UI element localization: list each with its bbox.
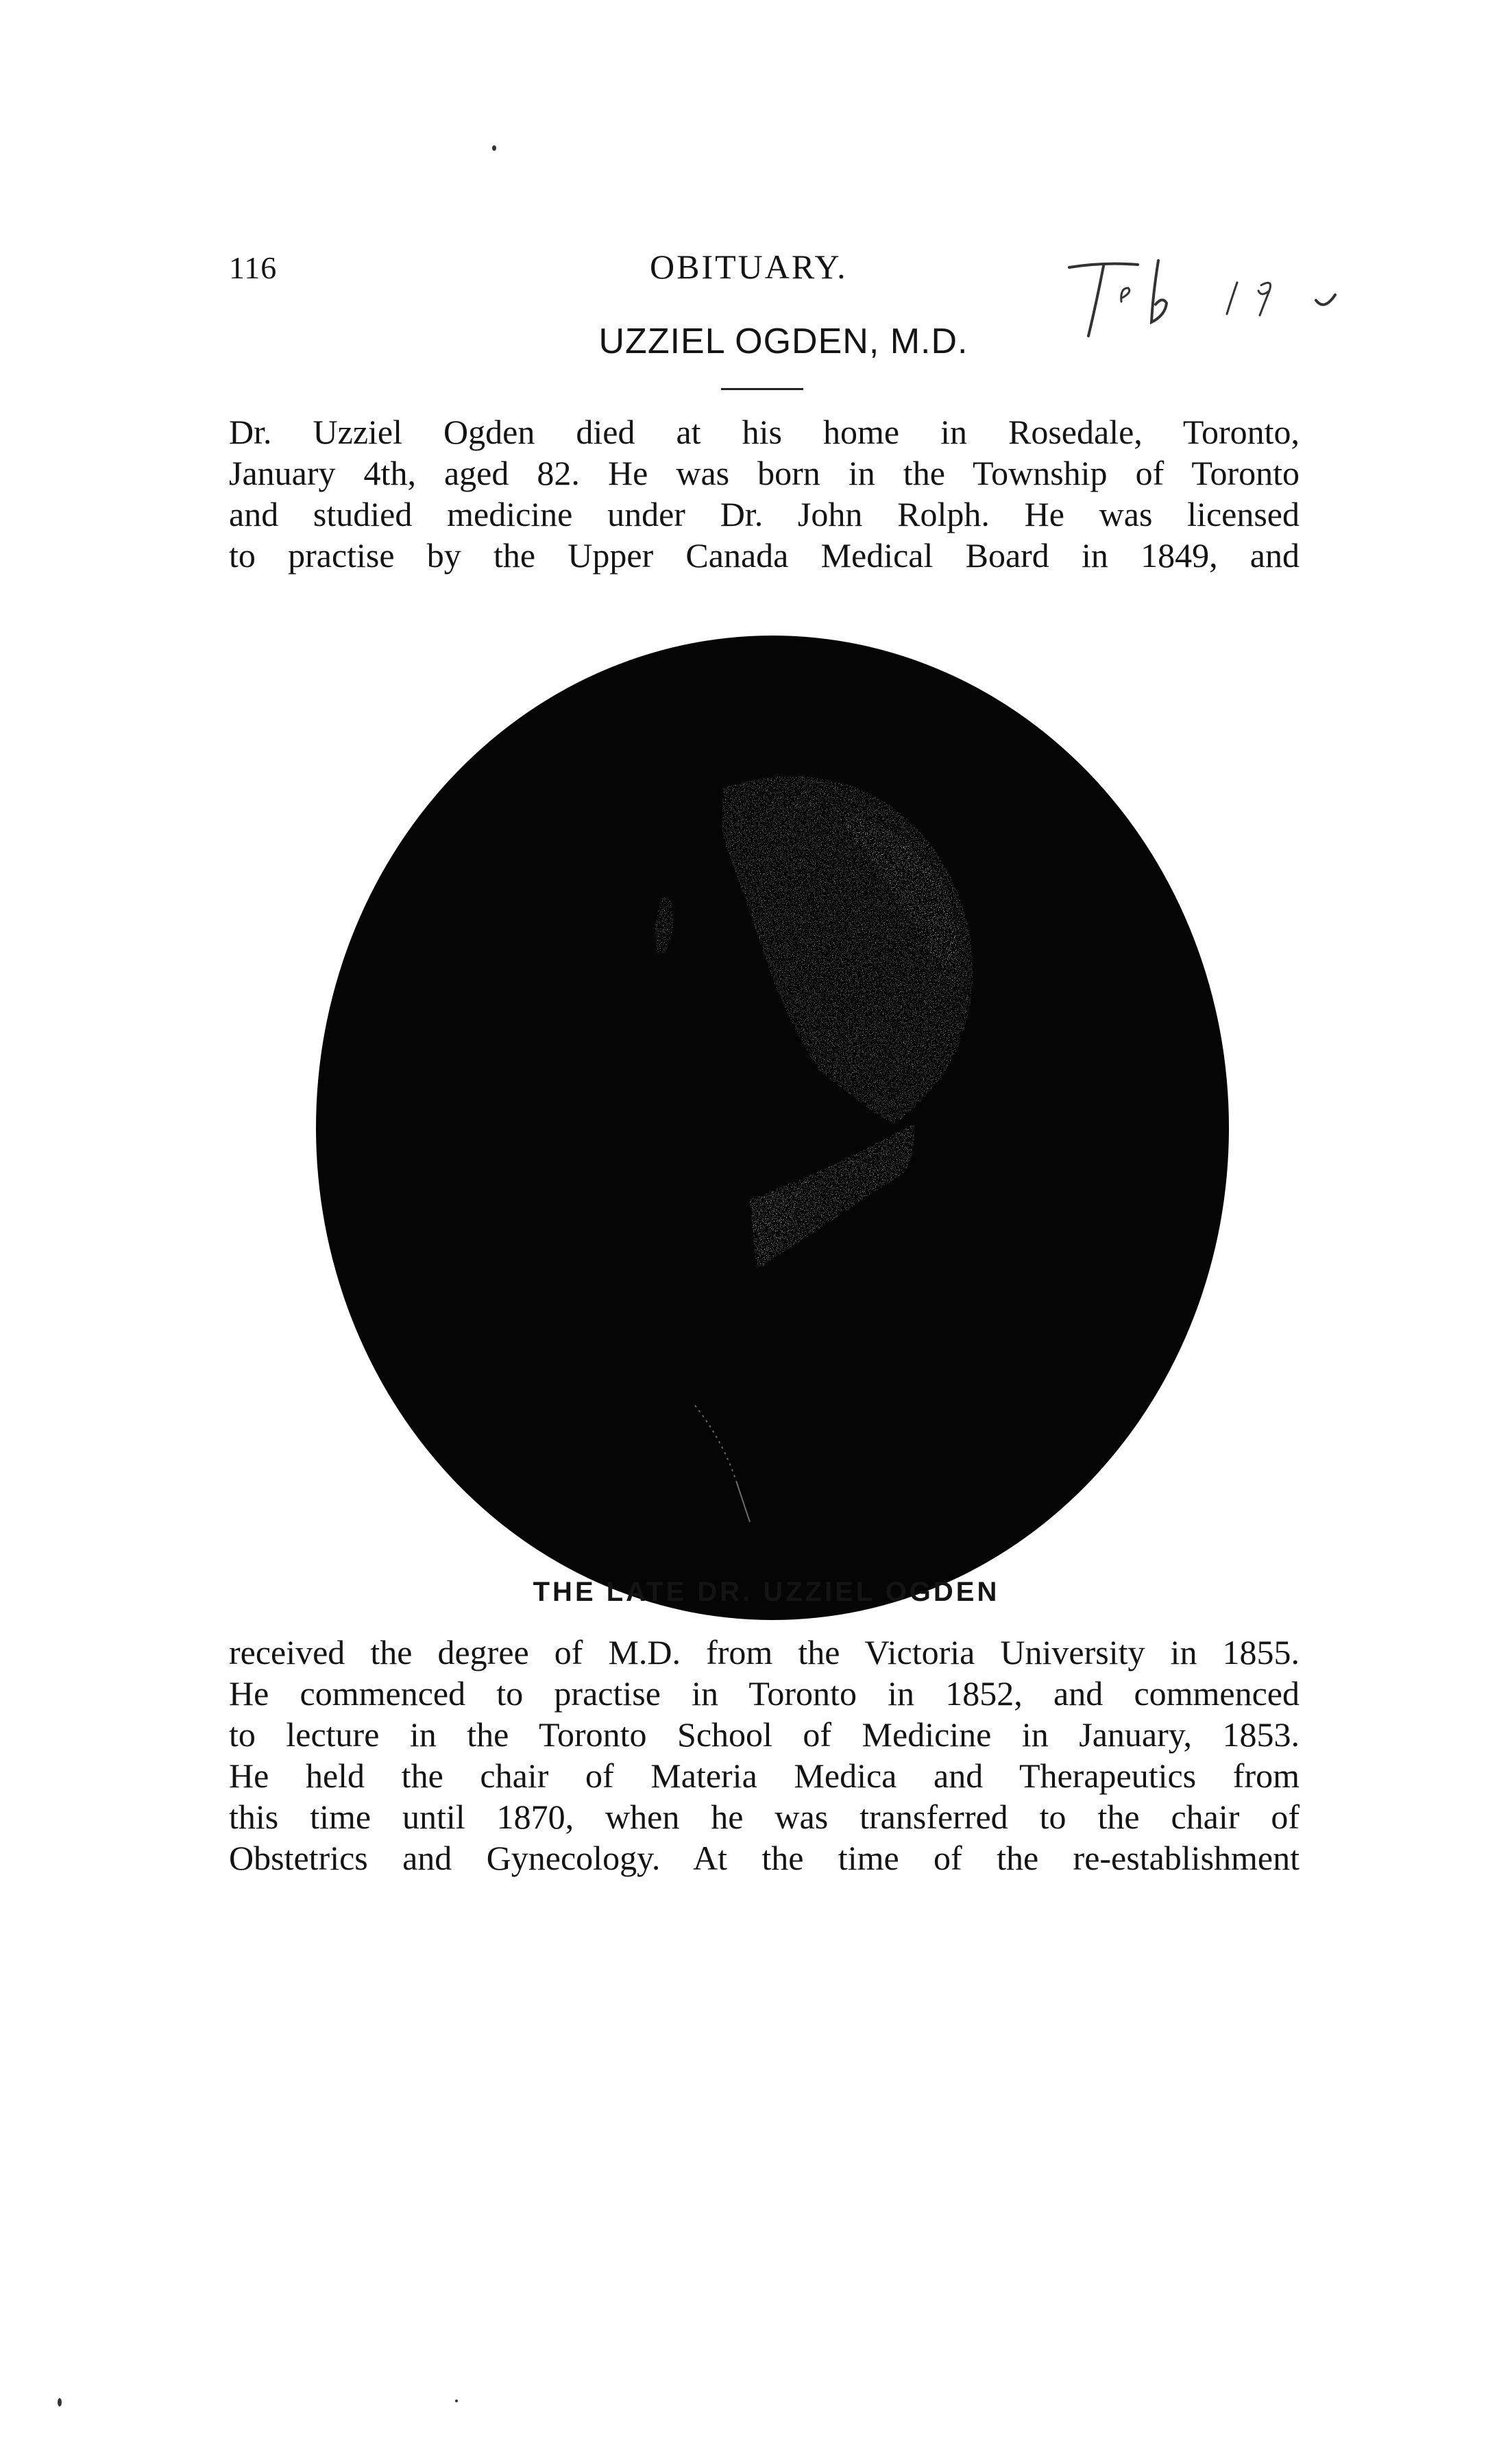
scan-speck <box>58 2398 62 2406</box>
text-line: this time until 1870, when he was transferred to the chair of <box>229 1798 1300 1836</box>
title-rule <box>721 388 803 390</box>
text-line: He commenced to practise in Toronto in 1852, and commenced <box>229 1674 1300 1713</box>
scan-speck <box>492 145 496 151</box>
text-line: to lecture in the Toronto School of Medicine in January, 1853. <box>229 1715 1300 1754</box>
text-line: January 4th, aged 82. He was born in the Township of Toronto <box>229 454 1300 492</box>
text-line: Dr. Uzziel Ogden died at his home in Rosedale, Toronto, <box>229 413 1300 451</box>
paragraph-opening <box>229 411 1300 576</box>
article-title: UZZIEL OGDEN, M.D. <box>598 322 968 361</box>
text-line: and studied medicine under Dr. John Rolph. He was licensed <box>229 495 1300 533</box>
text-line: He held the chair of Materia Medica and Therapeutics from <box>229 1756 1300 1795</box>
paragraph-continuation <box>229 1632 1300 1879</box>
scan-speck <box>455 2400 458 2402</box>
text-line: Obstetrics and Gynecology. At the time of the re-establishment <box>229 1839 1300 1877</box>
page-number: 116 <box>229 250 278 285</box>
text-line: to practise by the Upper Canada Medical Board in 1849, and <box>229 536 1300 575</box>
portrait-photo <box>311 631 1234 1625</box>
portrait-caption: THE LATE DR. UZZIEL OGDEN <box>533 1577 1000 1607</box>
text-line: received the degree of M.D. from the Victoria University in 1855. <box>229 1633 1300 1671</box>
running-head: OBITUARY. <box>650 247 848 286</box>
